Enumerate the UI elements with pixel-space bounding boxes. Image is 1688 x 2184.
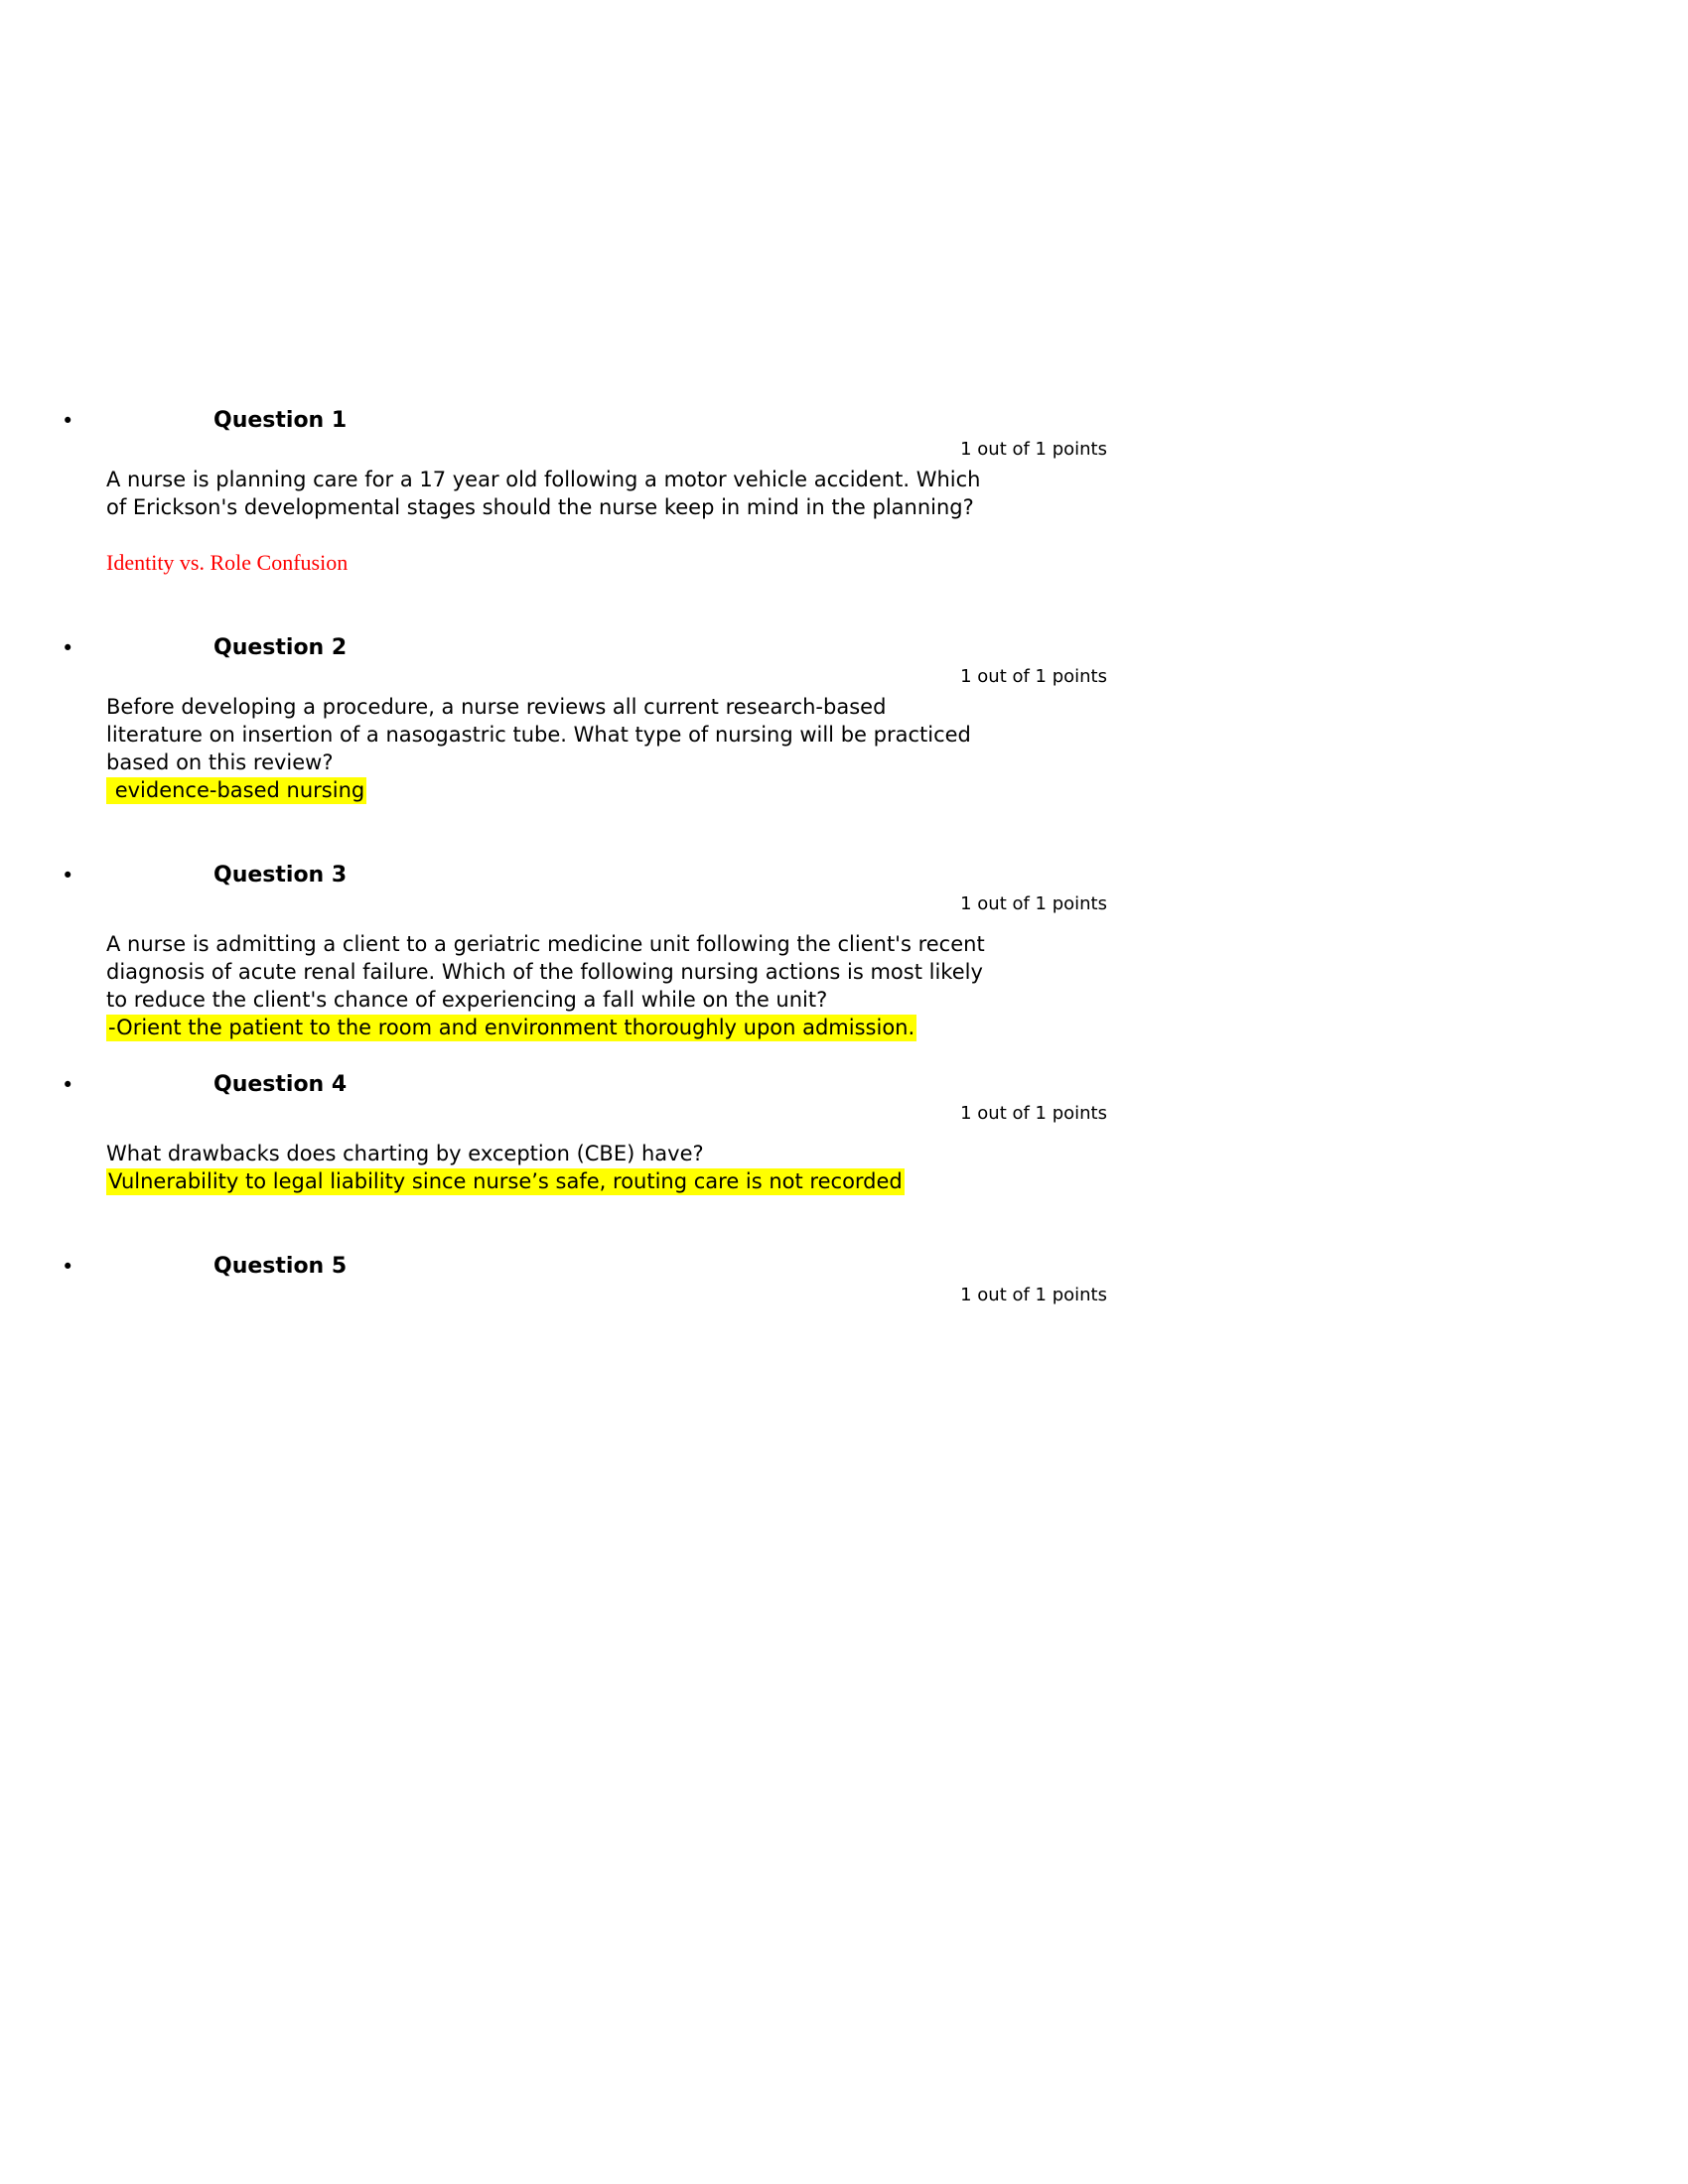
question-block-2 xyxy=(62,634,1107,804)
question-block-3 xyxy=(62,862,1107,1041)
question-5-points: 1 out of 1 points xyxy=(960,1285,1107,1305)
question-3-body: A nurse is admitting a client to a geriatric medicine unit following the client's recent diagnosis of acute renal failure. Which of the following nursing actions is most likely to reduce the client's chance of experiencing a fall while on the unit? xyxy=(106,932,985,1012)
question-1-answer: Identity vs. Role Confusion xyxy=(106,550,349,575)
question-1-body: A nurse is planning care for a 17 year old following a motor vehicle accident. Which of Erickson's developmental stages should the nurse keep in mind in the planning? xyxy=(106,468,981,519)
question-3-points: 1 out of 1 points xyxy=(960,893,1107,914)
question-1-header xyxy=(62,407,1107,435)
bullet-icon: • xyxy=(62,864,74,887)
question-3-header xyxy=(62,862,1107,889)
question-4-answer: Vulnerability to legal liability since nurse’s safe, routing care is not recorded xyxy=(108,1169,903,1193)
question-2-answer-line xyxy=(106,776,985,804)
question-3-answer: -Orient the patient to the room and environment thoroughly upon admission. xyxy=(108,1016,915,1039)
question-1-title: Question 1 xyxy=(213,408,348,433)
question-4-points: 1 out of 1 points xyxy=(960,1103,1107,1124)
bullet-icon: • xyxy=(62,1255,74,1279)
question-3-answer-line xyxy=(106,1014,985,1041)
question-block-5 xyxy=(62,1253,1107,1307)
question-5-header xyxy=(62,1253,1107,1281)
question-2-title: Question 2 xyxy=(213,635,348,660)
bullet-icon: • xyxy=(62,409,74,433)
question-2-points: 1 out of 1 points xyxy=(960,666,1107,687)
question-block-1 xyxy=(62,407,1107,577)
question-4-title: Question 4 xyxy=(213,1072,348,1097)
question-4-answer-line xyxy=(106,1167,985,1195)
question-4-body: What drawbacks does charting by exception (CBE) have? xyxy=(106,1142,704,1165)
question-1-points: 1 out of 1 points xyxy=(960,439,1107,460)
question-3-title: Question 3 xyxy=(213,863,348,887)
bullet-icon: • xyxy=(62,1073,74,1097)
question-2-answer: evidence-based nursing xyxy=(108,778,365,802)
question-4-header xyxy=(62,1071,1107,1099)
question-2-header xyxy=(62,634,1107,662)
quiz-results-page xyxy=(62,0,1107,1365)
bullet-icon: • xyxy=(62,636,74,660)
question-block-4 xyxy=(62,1071,1107,1195)
question-5-title: Question 5 xyxy=(213,1254,348,1279)
question-2-body: Before developing a procedure, a nurse reviews all current research-based literature on insertion of a nasogastric tube. What type of nursing will be practiced based on this review? xyxy=(106,695,971,774)
question-1-answer-line xyxy=(106,549,985,577)
